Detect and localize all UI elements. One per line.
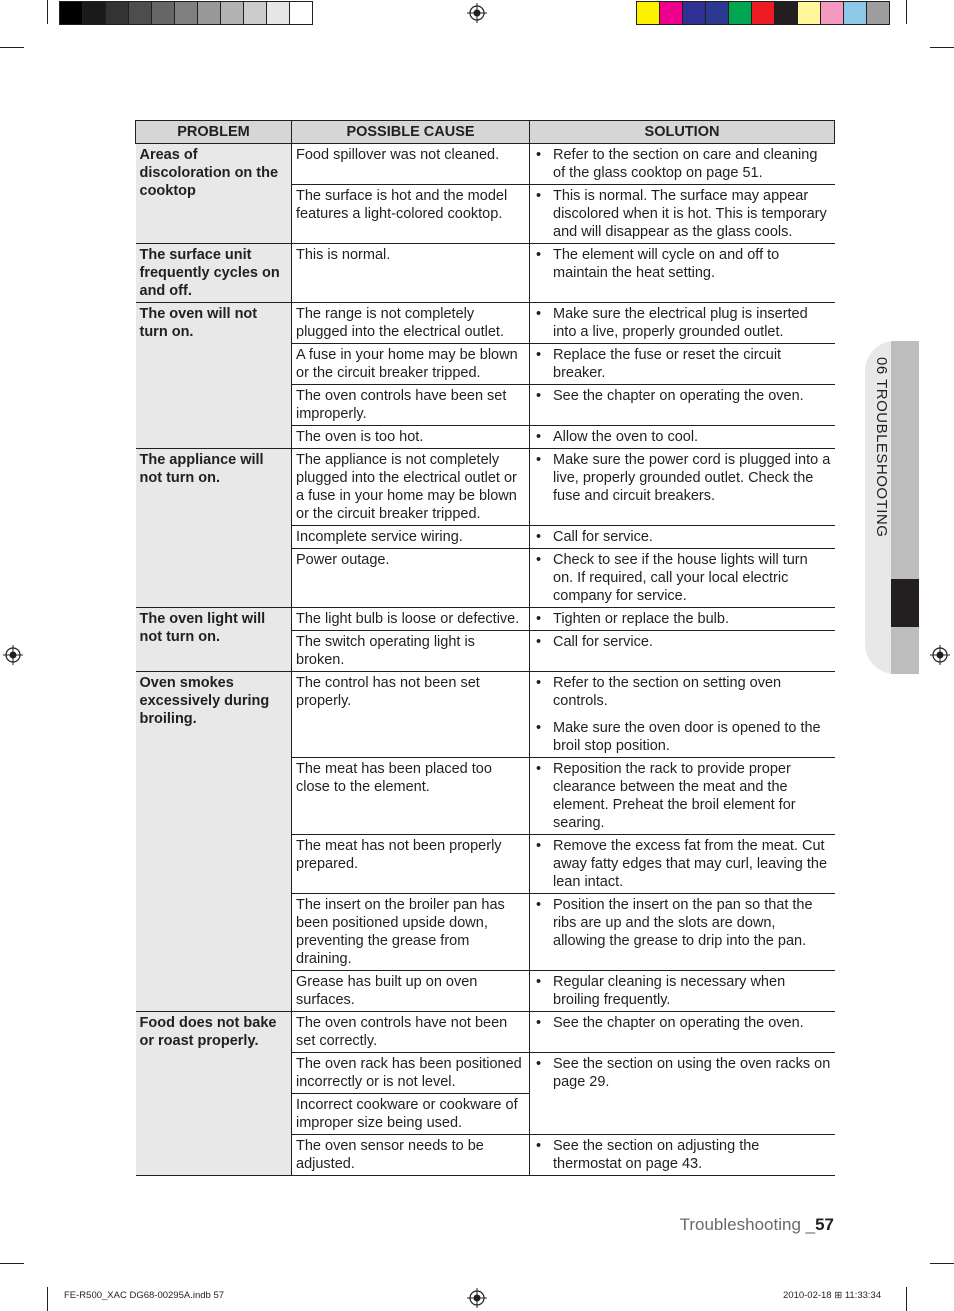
color-swatch <box>660 2 683 24</box>
solution-item <box>534 551 831 605</box>
cause-cell: The surface is hot and the model features a light-colored cooktop. <box>292 185 530 244</box>
color-swatch <box>867 2 889 24</box>
bullet-icon: • <box>536 188 542 204</box>
cause-cell: The appliance is not completely plugged into the electrical outlet or a fuse in your home may be blown or the circuit breaker tripped. <box>292 449 530 526</box>
cause-cell: The oven is too hot. <box>292 426 530 449</box>
solution-text: See the section on adjusting the thermostat on page 43. <box>553 1138 760 1172</box>
solution-item <box>534 719 831 755</box>
solution-cell <box>530 526 835 549</box>
print-slug-file: FE-R500_XAC DG68-00295A.indb 57 <box>64 1290 225 1301</box>
problem-cell: The oven will not turn on. <box>136 303 292 449</box>
bullet-icon: • <box>536 1056 542 1072</box>
solution-text: Replace the fuse or reset the circuit breaker. <box>553 347 782 381</box>
cause-cell: The insert on the broiler pan has been positioned upside down, preventing the grease from draining. <box>292 894 530 971</box>
solution-cell <box>530 631 835 672</box>
solution-item <box>534 187 831 241</box>
color-swatch <box>175 2 198 24</box>
header-possible-cause: POSSIBLE CAUSE <box>292 121 530 144</box>
bullet-icon: • <box>536 388 542 404</box>
problem-cell: Areas of discoloration on the cooktop <box>136 144 292 244</box>
bullet-icon: • <box>536 529 542 545</box>
footer-section-title: Troubleshooting _ <box>679 1215 816 1234</box>
header-solution: SOLUTION <box>530 121 835 144</box>
solution-text: See the chapter on operating the oven. <box>553 388 804 404</box>
color-swatch <box>844 2 867 24</box>
bullet-icon: • <box>536 452 542 468</box>
table-row <box>136 449 835 526</box>
chapter-label: 06 TROUBLESHOOTING <box>873 357 890 538</box>
crop-mark <box>906 1287 907 1311</box>
solution-text: Refer to the section on care and cleaning of the glass cooktop on page 51. <box>553 147 818 181</box>
color-swatch <box>798 2 821 24</box>
bullet-icon: • <box>536 306 542 322</box>
solution-cell <box>530 1053 835 1135</box>
bullet-icon: • <box>536 675 542 691</box>
color-swatch <box>244 2 267 24</box>
solution-text: Make sure the electrical plug is inserted into a live, properly grounded outlet. <box>553 306 808 340</box>
solution-item <box>534 387 831 405</box>
problem-cell: Food does not bake or roast properly. <box>136 1012 292 1176</box>
bullet-icon: • <box>536 897 542 913</box>
table-row <box>136 608 835 631</box>
bullet-icon: • <box>536 838 542 854</box>
solution-cell <box>530 144 835 185</box>
solution-cell <box>530 758 835 835</box>
process-color-bar <box>636 1 890 25</box>
color-swatch <box>821 2 844 24</box>
color-swatch <box>129 2 152 24</box>
solution-cell <box>530 608 835 631</box>
solution-cell <box>530 244 835 303</box>
solution-text: Allow the oven to cool. <box>553 429 699 445</box>
solution-cell <box>530 835 835 894</box>
solution-item <box>534 674 831 710</box>
solution-item <box>534 246 831 282</box>
bullet-icon: • <box>536 634 542 650</box>
table-header-row <box>136 121 835 144</box>
crop-mark <box>47 1287 48 1311</box>
solution-item <box>534 146 831 182</box>
color-swatch <box>152 2 175 24</box>
cause-cell: Incorrect cookware or cookware of improper size being used. <box>292 1094 530 1135</box>
bullet-icon: • <box>536 611 542 627</box>
solution-cell <box>530 894 835 971</box>
problem-cell: The oven light will not turn on. <box>136 608 292 672</box>
cause-cell: A fuse in your home may be blown or the circuit breaker tripped. <box>292 344 530 385</box>
solution-text: Refer to the section on setting oven controls. <box>553 675 782 709</box>
cause-cell: Power outage. <box>292 549 530 608</box>
solution-text: Position the insert on the pan so that the ribs are up and the slots are down, allowing the grease to drip into the pan. <box>553 897 813 949</box>
problem-cell: The appliance will not turn on. <box>136 449 292 608</box>
cause-cell: The meat has been placed too close to the element. <box>292 758 530 835</box>
solution-text: Make sure the oven door is opened to the broil stop position. <box>553 720 821 754</box>
bullet-icon: • <box>536 147 542 163</box>
solution-text: Call for service. <box>553 634 653 650</box>
bullet-icon: • <box>536 552 542 568</box>
registration-mark-icon <box>930 645 950 665</box>
table-row <box>136 144 835 185</box>
crop-mark <box>930 47 954 48</box>
crop-mark <box>47 0 48 24</box>
registration-mark-icon <box>467 1288 487 1308</box>
color-swatch <box>83 2 106 24</box>
solution-item <box>534 1055 831 1091</box>
solution-text: Make sure the power cord is plugged into a live, properly grounded outlet. Check the fuse and circuit breakers. <box>553 452 831 504</box>
color-swatch <box>267 2 290 24</box>
solution-item <box>534 610 831 628</box>
problem-cell: The surface unit frequently cycles on and off. <box>136 244 292 303</box>
solution-cell <box>530 549 835 608</box>
color-swatch <box>60 2 83 24</box>
cause-cell: The control has not been set properly. <box>292 672 530 758</box>
color-swatch <box>683 2 706 24</box>
color-swatch <box>290 2 312 24</box>
solution-cell <box>530 303 835 344</box>
bullet-icon: • <box>536 429 542 445</box>
bullet-icon: • <box>536 247 542 263</box>
solution-item <box>534 633 831 651</box>
color-swatch <box>637 2 660 24</box>
table-row <box>136 1012 835 1053</box>
solution-cell <box>530 385 835 426</box>
bullet-icon: • <box>536 1015 542 1031</box>
cause-cell: The oven controls have not been set correctly. <box>292 1012 530 1053</box>
cause-cell: The range is not completely plugged into the electrical outlet. <box>292 303 530 344</box>
print-slug-date: 2010-02-18 ⊞ 11:33:34 <box>783 1290 882 1301</box>
table-row <box>136 672 835 758</box>
solution-item <box>534 896 831 950</box>
problem-cell: Oven smokes excessively during broiling. <box>136 672 292 1012</box>
color-swatch <box>706 2 729 24</box>
solution-cell <box>530 672 835 758</box>
crop-mark <box>0 1263 24 1264</box>
registration-mark-icon <box>467 3 487 23</box>
crop-mark <box>0 47 24 48</box>
crop-mark <box>930 1263 954 1264</box>
solution-cell <box>530 185 835 244</box>
solution-text: Tighten or replace the bulb. <box>553 611 729 627</box>
bullet-icon: • <box>536 761 542 777</box>
table-row <box>136 303 835 344</box>
solution-text: The element will cycle on and off to maintain the heat setting. <box>553 247 780 281</box>
solution-item <box>534 760 831 832</box>
side-tab-marker <box>891 579 919 627</box>
color-swatch <box>221 2 244 24</box>
solution-cell <box>530 449 835 526</box>
cause-cell: Incomplete service wiring. <box>292 526 530 549</box>
solution-text: Regular cleaning is necessary when broiling frequently. <box>553 974 786 1008</box>
bullet-icon: • <box>536 347 542 363</box>
bullet-icon: • <box>536 720 542 736</box>
color-swatch <box>752 2 775 24</box>
solution-text: See the chapter on operating the oven. <box>553 1015 804 1031</box>
solution-item <box>534 1137 831 1173</box>
solution-item <box>534 528 831 546</box>
table-row <box>136 244 835 303</box>
cause-cell: This is normal. <box>292 244 530 303</box>
solution-cell <box>530 426 835 449</box>
solution-item <box>534 346 831 382</box>
solution-text: Remove the excess fat from the meat. Cut away fatty edges that may curl, leaving the lean intact. <box>553 838 828 890</box>
crop-mark <box>906 0 907 24</box>
color-swatch <box>198 2 221 24</box>
troubleshooting-table <box>135 120 835 1176</box>
color-swatch <box>729 2 752 24</box>
gray-color-bar <box>59 1 313 25</box>
solution-text: Reposition the rack to provide proper clearance between the meat and the element. Preheat the broil element for searing. <box>553 761 796 831</box>
color-swatch <box>106 2 129 24</box>
solution-cell <box>530 971 835 1012</box>
cause-cell: The oven rack has been positioned incorrectly or is not level. <box>292 1053 530 1094</box>
header-problem: PROBLEM <box>136 121 292 144</box>
cause-cell: The meat has not been properly prepared. <box>292 835 530 894</box>
solution-item <box>534 428 831 446</box>
solution-cell <box>530 344 835 385</box>
solution-item <box>534 973 831 1009</box>
solution-text: This is normal. The surface may appear discolored when it is hot. This is temporary and will disappear as the glass cools. <box>553 188 827 240</box>
bullet-icon: • <box>536 974 542 990</box>
solution-text: Check to see if the house lights will turn on. If required, call your local electric company for service. <box>553 552 808 604</box>
cause-cell: Grease has built up on oven surfaces. <box>292 971 530 1012</box>
cause-cell: Food spillover was not cleaned. <box>292 144 530 185</box>
color-swatch <box>775 2 798 24</box>
page-footer <box>680 1215 834 1235</box>
solution-item <box>534 837 831 891</box>
solution-item <box>534 1014 831 1032</box>
cause-cell: The light bulb is loose or defective. <box>292 608 530 631</box>
cause-cell: The switch operating light is broken. <box>292 631 530 672</box>
solution-item <box>534 451 831 505</box>
chapter-side-tab <box>865 341 919 674</box>
solution-cell <box>530 1135 835 1176</box>
cause-cell: The oven controls have been set improperly. <box>292 385 530 426</box>
bullet-icon: • <box>536 1138 542 1154</box>
solution-item <box>534 305 831 341</box>
solution-cell <box>530 1012 835 1053</box>
solution-text: See the section on using the oven racks on page 29. <box>553 1056 831 1090</box>
page-number: 57 <box>815 1215 834 1234</box>
registration-mark-icon <box>3 645 23 665</box>
cause-cell: The oven sensor needs to be adjusted. <box>292 1135 530 1176</box>
solution-text: Call for service. <box>553 529 653 545</box>
